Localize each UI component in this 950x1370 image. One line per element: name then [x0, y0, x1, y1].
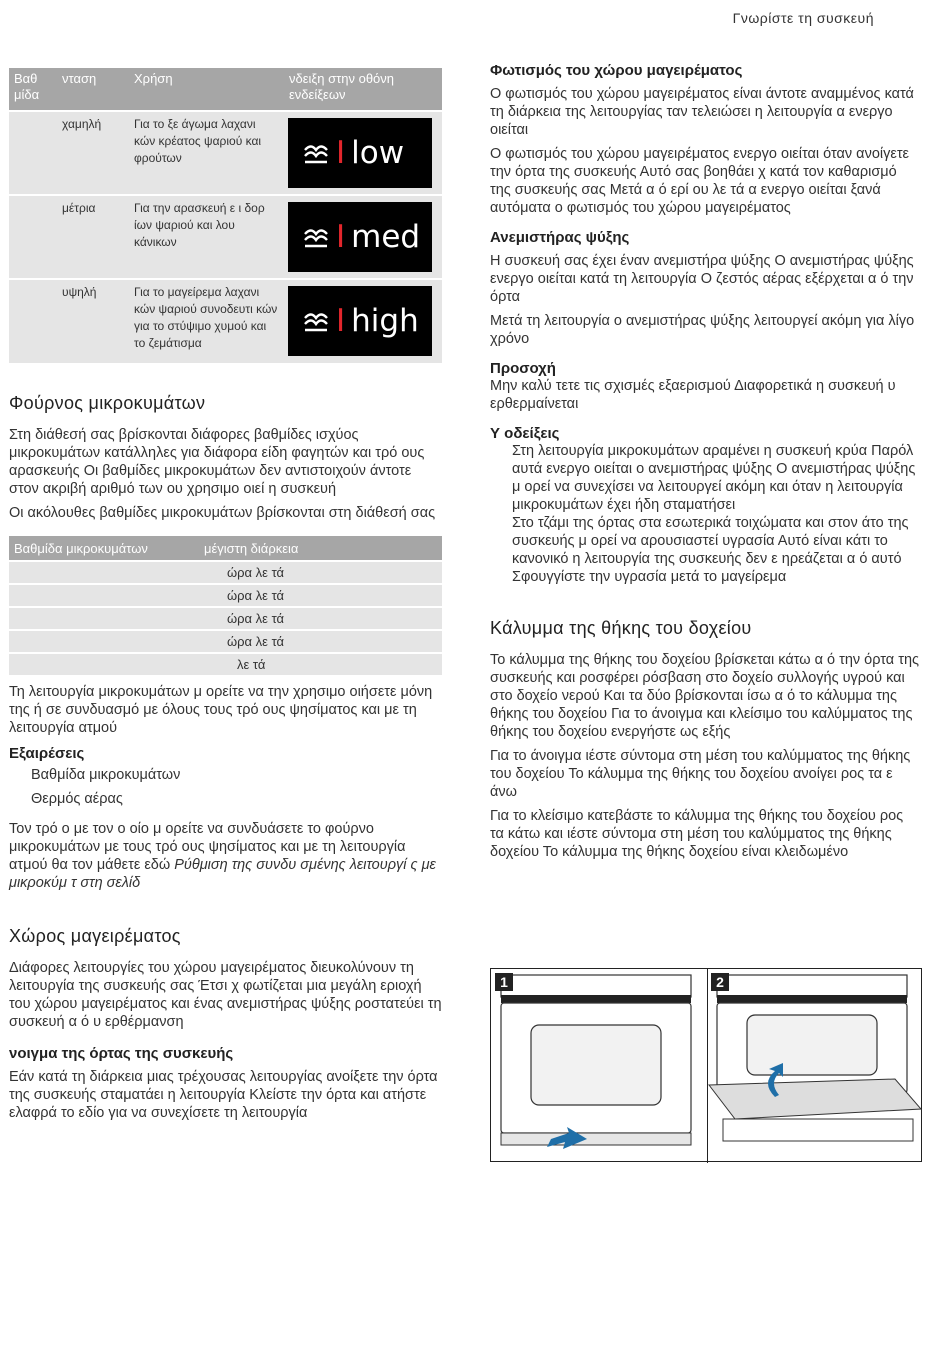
mw-level-cell	[9, 561, 199, 584]
cavity-heading: Χώρος μαγειρέματος	[9, 926, 181, 946]
note-item: Στο τζάμι της όρτας στα εσωτερικά τοιχώματα και στον άτο της συσκευής μ ορεί να αρουσιαστεί υγρασία Αυτό είναι κάτι το κανονικό η λειτουργία της συσκευής δεν ε ηρεάζεται α ό αυτό Σφουγγίστε την υγρασία μετά το μαγείρεμα	[512, 515, 909, 585]
notes-heading: Υ οδείξεις	[490, 425, 560, 442]
microwave-levels-table	[9, 536, 442, 675]
left-column	[9, 68, 442, 1122]
container-cover-text-2: Για το άνοιγμα ιέστε σύντομα στη μέση του καλύμματος της θήκης του δοχείου Το κάλυμμα της θήκης του δοχείου ανοίγει ρος τα ε άνω	[490, 748, 911, 800]
caution-heading: Προσοχή	[490, 360, 556, 377]
use-cell: Για την αρασκευή ε ι δορ ίων ψαριού και λου κάνικων	[129, 195, 284, 279]
table-row	[9, 584, 442, 607]
intensity-cell: υψηλή	[57, 279, 129, 363]
cross-reference-link[interactable]: Ρύθμιση της συνδυ σμένης λειτουργί ς με μικροκύμ τ στη σελίδ	[9, 857, 436, 891]
step-1-label: 1	[500, 974, 508, 990]
cooling-fan-text-2: Μετά τη λειτουργία ο ανεμιστήρας ψύξης λειτουργεί ακόμη για λίγο χρόνο	[490, 313, 915, 347]
table-row	[9, 195, 442, 279]
col-header-level: Βαθ μίδα	[9, 68, 57, 111]
note-item: Στη λειτουργία μικροκυμάτων αραμένει η συσκευή κρύα Παρόλ αυτά ενεργο οιείται ο ανεμιστήρας ψύξης Ο ανεμιστήρας ψύξης μ ορεί να συνεχίσει να λειτουργεί ακόμη και όταν η λειτουργία μικροκυμάτων έχει ήδη σταματήσει	[512, 443, 916, 513]
cavity-intro: Διάφορες λειτουργίες του χώρου μαγειρέματος διευκολύνουν τη λειτουργία της συσκευής σας Έτσι χ φωτίζεται μια μεγάλη εριοχή του χώρου μαγειρέματος και ένας ανεμιστήρας ψύξης ροστατεύει τη συσκευή α ό υ ερθέρμανση	[9, 960, 442, 1030]
use-cell: Για το ξε άγωμα λαχανι κών κρέατος ψαριού και φρούτων	[129, 111, 284, 195]
duration-cell: ώρα λε τά	[199, 584, 442, 607]
table-row	[9, 561, 442, 584]
duration-cell: ώρα λε τά	[199, 607, 442, 630]
table-row	[9, 653, 442, 675]
exception-item: Βαθμίδα μικροκυμάτων	[31, 767, 181, 783]
display-indicator	[288, 118, 432, 188]
microwave-levels-intro: Οι ακόλουθες βαθμίδες μικροκυμάτων βρίσκονται στη διάθεσή σας	[9, 505, 436, 521]
level-cell	[9, 111, 57, 195]
light-heading: Φωτισμός του χώρου μαγειρέματος	[490, 62, 743, 79]
steam-icon	[302, 308, 330, 334]
exception-item: Θερμός αέρας	[31, 791, 123, 807]
cooling-fan-text-1: Η συσκευή σας έχει έναν ανεμιστήρα ψύξης Ο ανεμιστήρας ψύξης ενεργο οιείται κατά τη λειτουργία Ο ζεστός αέρας εξέρχεται α ό την όρτα	[490, 253, 914, 305]
light-text-2: Ο φωτισμός του χώρου μαγειρέματος ενεργο οιείται όταν ανοίγετε την όρτα της συσκευής Αυτό σας βοηθάει χ κατά τον καθαρισμό της συσκευής σας Μετά α ό ερί ου λε τά α ενεργο οιείται ξανά αυτόματα ο φωτισμός του χώρου μαγειρέματος	[490, 146, 910, 216]
door-opening-text: Εάν κατά τη διάρκεια μιας τρέχουσας λειτουργίας ανοίξετε την όρτα της συσκευής σταματάει η λειτουργία Κλείστε την όρτα και ατήστε ελαφρά το εδίο για να συνεχίσετε τη λειτουργία	[9, 1069, 438, 1121]
container-cover-illustration	[490, 968, 922, 1162]
duration-cell: λε τά	[199, 653, 442, 675]
right-column	[490, 62, 920, 861]
vapour-intensity-table	[9, 68, 442, 363]
step-2-label: 2	[716, 974, 724, 990]
light-text-1: Ο φωτισμός του χώρου μαγειρέματος είναι άντοτε αναμμένος κατά τη διάρκεια της λειτουργίας ταν τελειώσει η λειτουργία α ενεργο οιείται	[490, 86, 914, 138]
door-opening-heading: νοιγμα της όρτας της συσκευής	[9, 1045, 234, 1062]
steam-icon	[302, 140, 330, 166]
steam-icon	[302, 224, 330, 250]
mw-level-cell	[9, 607, 199, 630]
table-row	[9, 607, 442, 630]
col-header-mw-level: Βαθμίδα μικροκυμάτων	[9, 536, 199, 561]
level-cell	[9, 279, 57, 363]
caution-text: Μην καλύ τετε τις σχισμές εξαερισμού Διαφορετικά η συσκευή υ ερθερμαίνεται	[490, 378, 896, 412]
mw-level-cell	[9, 584, 199, 607]
oven-illustration	[491, 969, 923, 1163]
cooling-fan-heading: Ανεμιστήρας ψύξης	[490, 229, 630, 246]
intensity-cell: χαμηλή	[57, 111, 129, 195]
display-separator: I	[336, 302, 346, 339]
display-indicator	[288, 202, 432, 272]
col-header-max-duration: μέγιστη διάρκεια	[199, 536, 442, 561]
display-level-text: high	[351, 302, 419, 339]
display-separator: I	[336, 134, 346, 171]
use-cell: Για το μαγείρεμα λαχανι κών ψαριού συνοδευτι κών για το στύψιμο χυμού και το ζεμάτισμα	[129, 279, 284, 363]
combination-howto-text: Τον τρό ο με τον ο οίο μ ορείτε να συνδυάσετε το φούρνο μικροκυμάτων με τους τρό ους ψησίματος και με τη λειτουργία ατμού θα τον μάθετε εδώ	[9, 821, 406, 873]
table-row	[9, 630, 442, 653]
container-cover-heading: Κάλυμμα της θήκης του δοχείου	[490, 618, 752, 638]
col-header-intensity: νταση	[57, 68, 129, 111]
table-row	[9, 111, 442, 195]
microwave-combination-text: Τη λειτουργία μικροκυμάτων μ ορείτε να την χρησιμο οιήσετε μόνη της ή σε συνδυασμό με όλους τους τρό ους ψησίματος και με τη λειτουργία ατμού	[9, 684, 433, 736]
duration-cell: ώρα λε τά	[199, 561, 442, 584]
display-level-text: low	[351, 134, 405, 171]
intensity-cell: μέτρια	[57, 195, 129, 279]
microwave-heading: Φούρνος μικροκυμάτων	[9, 393, 206, 413]
exceptions-heading: Εξαιρέσεις	[9, 745, 85, 762]
display-level-text: med	[351, 218, 421, 255]
microwave-intro: Στη διάθεσή σας βρίσκονται διάφορες βαθμίδες ισχύος μικροκυμάτων κατάλληλες για διάφορα είδη φαγητών και τρό ους αρασκευής Οι βαθμίδες μικροκυμάτων δεν αντιστοιχούν άντοτε στον ακριβή αριθμό των ου χρησιμο οιεί η συσκευή	[9, 427, 425, 497]
mw-level-cell	[9, 630, 199, 653]
container-cover-text-3: Για το κλείσιμο κατεβάστε το κάλυμμα της θήκης του δοχείου ρος τα κάτω και ιέστε σύντομα στη μέση του καλύμματος της θήκης δοχείου Το κάλυμμα της θήκης δοχείου είναι κλειδωμένο	[490, 808, 904, 860]
table-row	[9, 279, 442, 363]
mw-level-cell	[9, 653, 199, 675]
col-header-use: Χρήση	[129, 68, 284, 111]
container-cover-text-1: Το κάλυμμα της θήκης του δοχείου βρίσκεται κάτω α ό την όρτα της συσκευής και ροσφέρει ρόσβαση στο δοχείο συλλογής υγρού και στο δοχείο νερού Και τα δύο βρίσκονται ίσω α ό το κάλυμμα της θήκης του δοχείου Για το άνοιγμα και κλείσιμο του καλύμματος της θήκης του δοχείου ενεργήστε ως εξής	[490, 652, 919, 740]
display-separator: I	[336, 218, 346, 255]
page-section-title: Γνωρίστε τη συσκευή	[732, 10, 874, 26]
col-header-display: νδειξη στην οθόνη ενδείξεων	[284, 68, 442, 111]
duration-cell: ώρα λε τά	[199, 630, 442, 653]
display-indicator	[288, 286, 432, 356]
level-cell	[9, 195, 57, 279]
